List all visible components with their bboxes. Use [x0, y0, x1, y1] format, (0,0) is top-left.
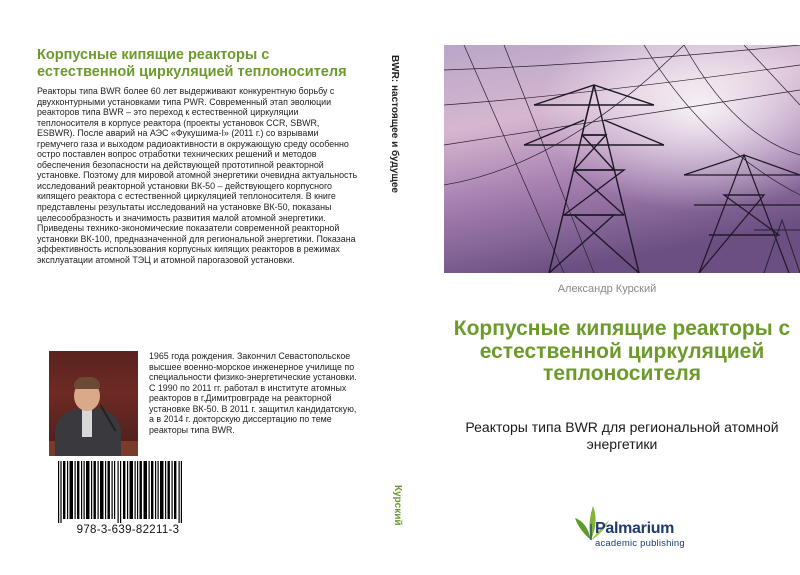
barcode-icon: [58, 461, 182, 523]
publisher-logo: [547, 500, 707, 560]
power-transmission-towers-image: [444, 45, 800, 273]
barcode: [49, 461, 189, 545]
book-abstract: Реакторы типа BWR более 60 лет выдерживают конкурентную борьбу с двухконтурными установками типа PWR. Современный этап эволюции реакторов типа BWR – это переход к естественной циркуляции теплоносителя в корпусе реактора (проекты установок CCR, SBWR, ESBWR). После аварий на АЭС «Фукушима-I» (2011 г.) со взрывами гремучего газа и выходом радиоактивности в окружающую среду особенно остро поставлен вопрос отработки технических решений и методов обеспечения безопасности на действующей прототипной реакторной установке. Поэтому для мировой атомной энергетики очевидна актуальность исследований реакторной установки ВК-50 – действующего корпусного кипящего реактора с естественной циркуляцией теплоносителя. В книге представлены результаты исследований на установке ВК-50, показаны целесообразность и значимость развития малой атомной энергетики. Приведены технико-экономические показатели современной реакторной установки ВК-100, предназначенной для региональной энергетики. Показана эффективность использования корпусных кипящих реакторов в режимах эксплуатации атомной ТЭЦ и атомной парогазовой установки.: [37, 86, 358, 265]
publisher-tagline: academic publishing: [595, 538, 685, 549]
book-spine: [372, 35, 414, 567]
isbn-number: 978-3-639-82211-3: [76, 524, 180, 536]
front-author: Александр Курский: [557, 283, 657, 295]
publisher-name: Palmarium: [595, 520, 675, 537]
author-bio: 1965 года рождения. Закончил Севастопольское высшее военно-морское инженерное училище по специальности физико-энергетические установки. С 1990 по 2011 гг. работал в институте атомных реакторов в г.Димитровграде на реакторной установке ВК-50. В 2011 г. защитил кандидатскую, а в 2014 г. докторскую диссертацию по теме реакторы типа BWR.: [149, 351, 357, 435]
spine-author: Курский: [392, 485, 403, 526]
front-subtitle: Реакторы типа BWR для региональной атомной энергетики: [465, 419, 779, 452]
back-cover-title: Корпусные кипящие реакторы с естественной циркуляцией теплоносителя: [37, 47, 347, 80]
spine-title: BWR: настоящее и будущее: [389, 55, 400, 193]
author-portrait-image: [49, 351, 138, 456]
back-cover: [32, 35, 372, 567]
front-title: Корпусные кипящие реакторы с естественной циркуляцией теплоносителя: [453, 317, 791, 385]
front-cover: [414, 35, 800, 567]
